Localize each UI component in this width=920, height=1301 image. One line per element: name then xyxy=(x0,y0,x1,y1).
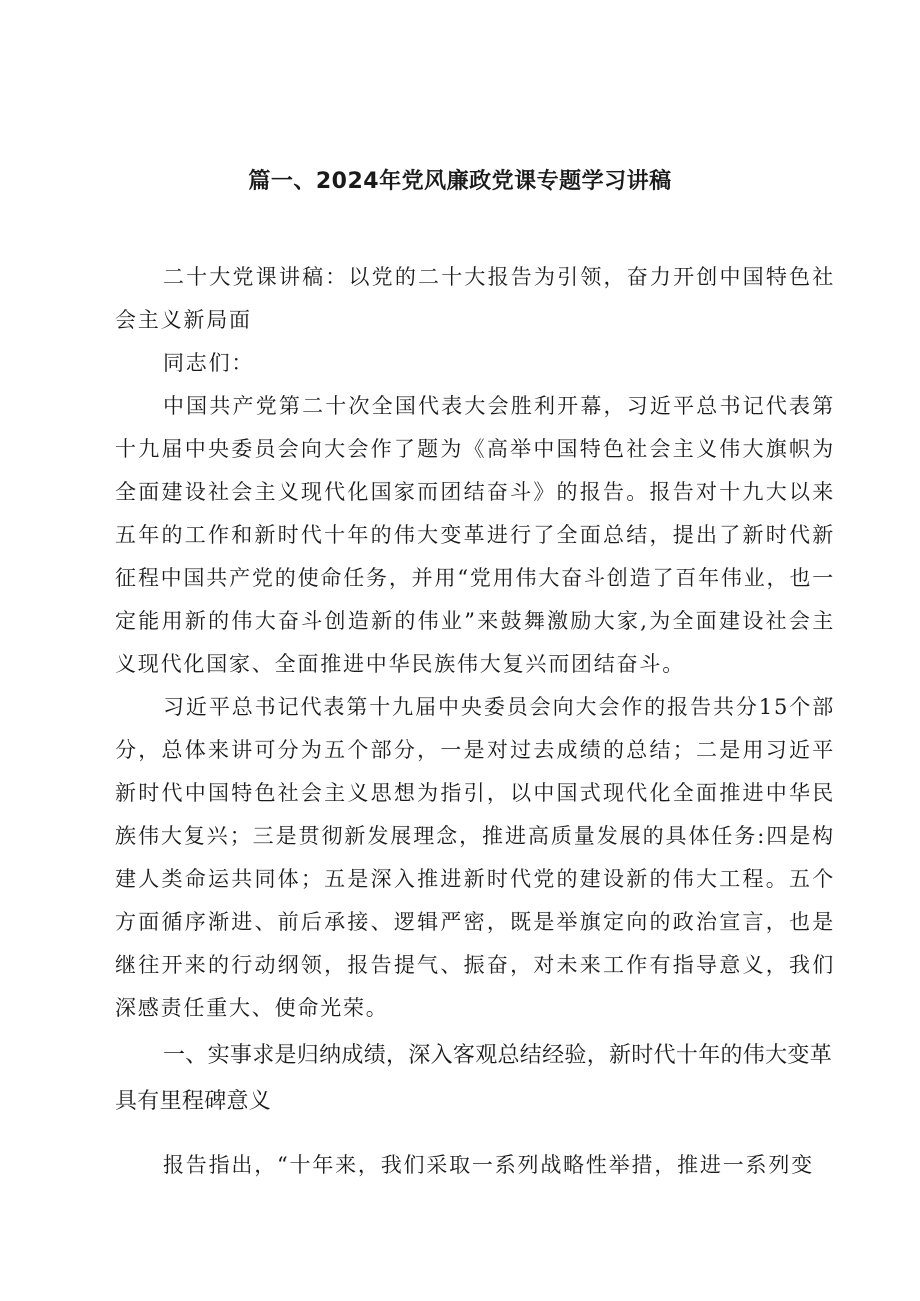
document-title: 篇一、2024年党风廉政党课专题学习讲稿 xyxy=(248,169,672,194)
body-paragraph-3: 报告指出，“十年来，我们采取一系列战略性举措，推进一系列变 xyxy=(163,1153,814,1177)
body-paragraph-1: 中国共产党第二十次全国代表大会胜利开幕，习近平总书记代表第十九届中央委员会向大会作了题为《高举中国特色社会主义伟大旗帜为全面建设社会主义现代化国家而团结奋斗》的报告。报告对十九大以来五年的工作和新时代十年的伟大变革进行了全面总结，提出了新时代新征程中国共产党的使命任务，并用“党用伟大奋斗创造了百年伟业，也一定能用新的伟大奋斗创造新的伟业”来鼓舞激励大家,为全面建设社会主义现代化国家、全面推进中华民族伟大复兴而团结奋斗。 xyxy=(115,394,835,676)
subtitle-paragraph: 二十大党课讲稿：以党的二十大报告为引领，奋力开创中国特色社会主义新局面 xyxy=(115,265,835,332)
body-paragraph-2: 习近平总书记代表第十九届中央委员会向大会作的报告共分15个部分，总体来讲可分为五个部分，一是对过去成绩的总结；二是用习近平新时代中国特色社会主义思想为指引，以中国式现代化全面推进中华民族伟大复兴；三是贯彻新发展理念，推进高质量发展的具体任务:四是构建人类命运共同体；五是深入推进新时代党的建设新的伟大工程。五个方面循序渐进、前后承接、逻辑严密，既是举旗定向的政治宣言，也是继往开来的行动纲领，报告提气、振奋，对未来工作有指导意义，我们深感责任重大、使命光荣。 xyxy=(115,695,835,1020)
greeting: 同志们： xyxy=(163,351,255,375)
section-heading-1: 一、实事求是归纳成绩，深入客观总结经验，新时代十年的伟大变革具有里程碑意义 xyxy=(115,1043,833,1114)
